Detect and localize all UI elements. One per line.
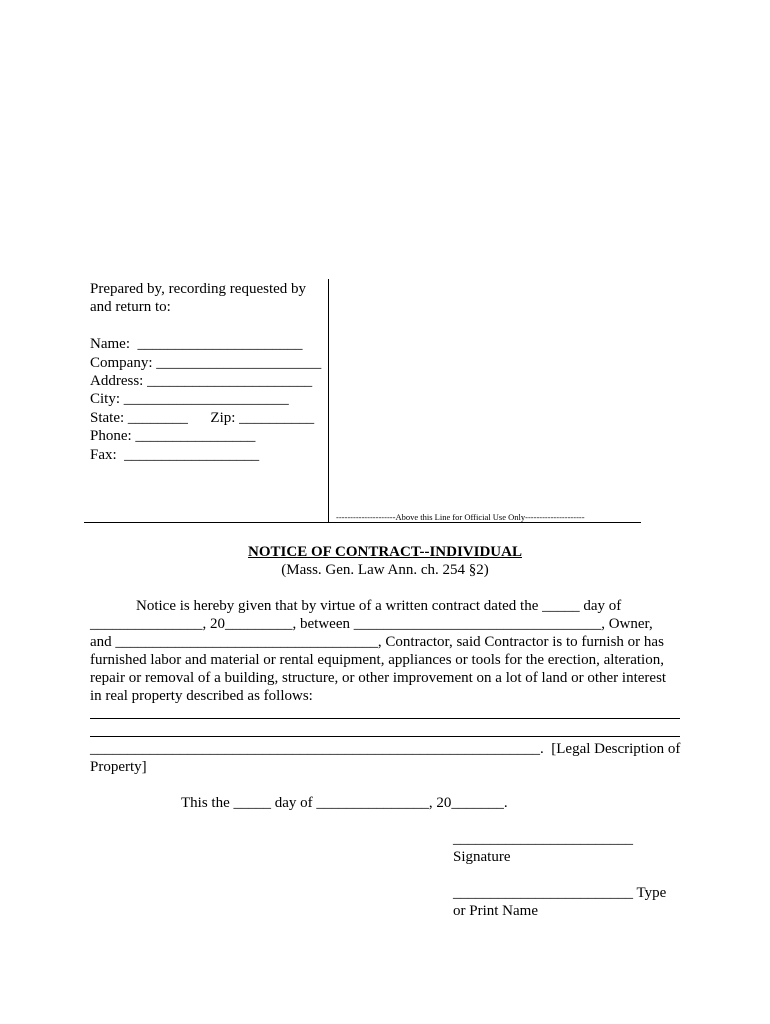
address-field[interactable]: Address: ______________________ [90,373,313,390]
fax-field[interactable]: Fax: __________________ [90,446,260,463]
spacer [90,317,326,335]
body-line-3: and ___________________________________, Contractor, said Contractor is to furnish or has [90,634,664,650]
prepared-by-text: Prepared by, recording requested by [90,281,307,297]
signature-label: Signature [453,849,511,865]
print-name-line[interactable]: ________________________ Type [453,885,667,901]
document-subtitle: (Mass. Gen. Law Ann. ch. 254 §2) [281,562,489,578]
body-line-6: in real property described as follows: [90,688,313,704]
body-line-1: Notice is hereby given that by virtue of a written contract dated the _____ day of [136,598,622,614]
recording-info-block [90,280,326,464]
official-use-label: ---------------------Above this Line for Official Use Only--------------------- [336,512,585,522]
body-line-4: furnished labor and material or rental equipment, appliances or tools for the erection, alteration, [90,652,664,668]
legal-description-tail: Property] [90,759,147,775]
state-zip-field[interactable]: State: ________ Zip: __________ [90,409,315,426]
recording-vertical-divider [328,279,329,522]
company-field[interactable]: Company: ______________________ [90,354,322,371]
city-field[interactable]: City: ______________________ [90,391,289,408]
body-line-5: repair or removal of a building, structure, or other improvement on a lot of land or other interest [90,670,667,686]
phone-field[interactable]: Phone: ________________ [90,428,256,445]
return-to-text: and return to: [90,299,171,316]
document-title: NOTICE OF CONTRACT--INDIVIDUAL [248,544,522,560]
legal-description-line-3: ____________________________________________________________. [Legal Description of [90,741,681,757]
body-line-2: _______________, 20_________, between _________________________________, Owner, [90,616,653,632]
legal-description-line-2[interactable] [90,736,680,737]
name-field[interactable]: Name: ______________________ [90,336,303,353]
signature-line[interactable]: ________________________ [453,831,633,847]
legal-description-line-1[interactable] [90,718,680,719]
print-name-label: or Print Name [453,903,538,919]
date-line: This the _____ day of _______________, 20_______. [181,795,508,811]
official-use-divider [84,522,641,523]
